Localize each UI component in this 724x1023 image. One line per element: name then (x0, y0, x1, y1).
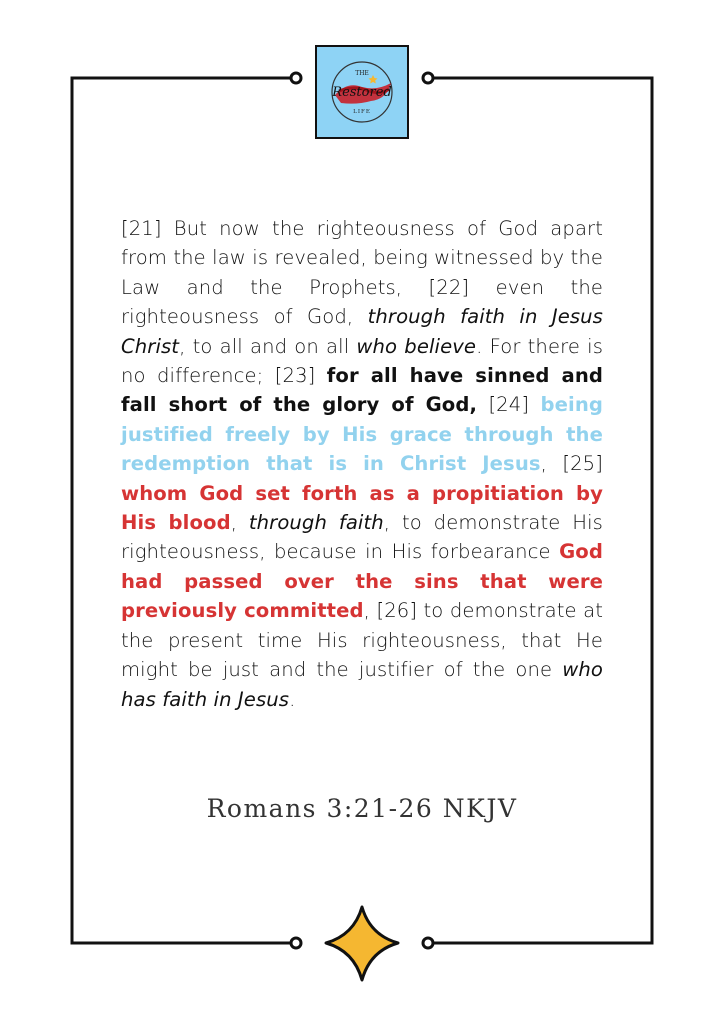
passage-highlight-red: whom God set forth as a propitiation by His blood (121, 481, 603, 535)
passage-text: , [26] to demonstrate at the present time His righteousness, that He might be just and the justifier of the one (121, 599, 603, 682)
passage-text: [21] But now the righteousness of God apart from the law is revealed, being witnessed by the Law and the Prophets, [22] even the righteousness of God, (121, 217, 603, 329)
logo-text-restored: Restored (332, 85, 392, 100)
passage-italic: who believe (356, 334, 477, 358)
frame-knob-bottom-left (291, 938, 301, 948)
passage-text: . (289, 687, 296, 711)
passage-text: . For there is no difference; [23] (121, 334, 603, 388)
passage-highlight-blue: being justified freely by His grace through the redemption that is in Christ Jesus (121, 393, 603, 476)
logo-text-the: THE (355, 70, 369, 77)
logo-text-life: LIFE (353, 109, 371, 115)
scripture-passage (121, 214, 603, 714)
passage-text: , [25] (540, 452, 603, 476)
passage-text: , to all and on all (179, 334, 357, 358)
brand-logo (315, 45, 409, 139)
frame-knob-top-left (291, 73, 301, 83)
frame-knob-bottom-right (423, 938, 433, 948)
passage-bold: for all have sinned and fall short of the glory of God, (121, 364, 603, 417)
passage-italic: through faith in Jesus Christ (121, 305, 603, 358)
frame-knob-top-right (423, 73, 433, 83)
passage-text: , to demonstrate His righteousness, because in His forbearance (121, 511, 603, 564)
passage-italic: who has faith in Jesus (121, 658, 603, 711)
passage-text: , (230, 511, 249, 535)
passage-text: [24] (477, 393, 541, 417)
passage-highlight-red: God had passed over the sins that were previously committed (121, 540, 603, 623)
passage-italic: through faith (248, 511, 384, 535)
sparkle-star-icon (326, 907, 398, 980)
scripture-reference: Romans 3:21-26 NKJV (206, 794, 518, 823)
